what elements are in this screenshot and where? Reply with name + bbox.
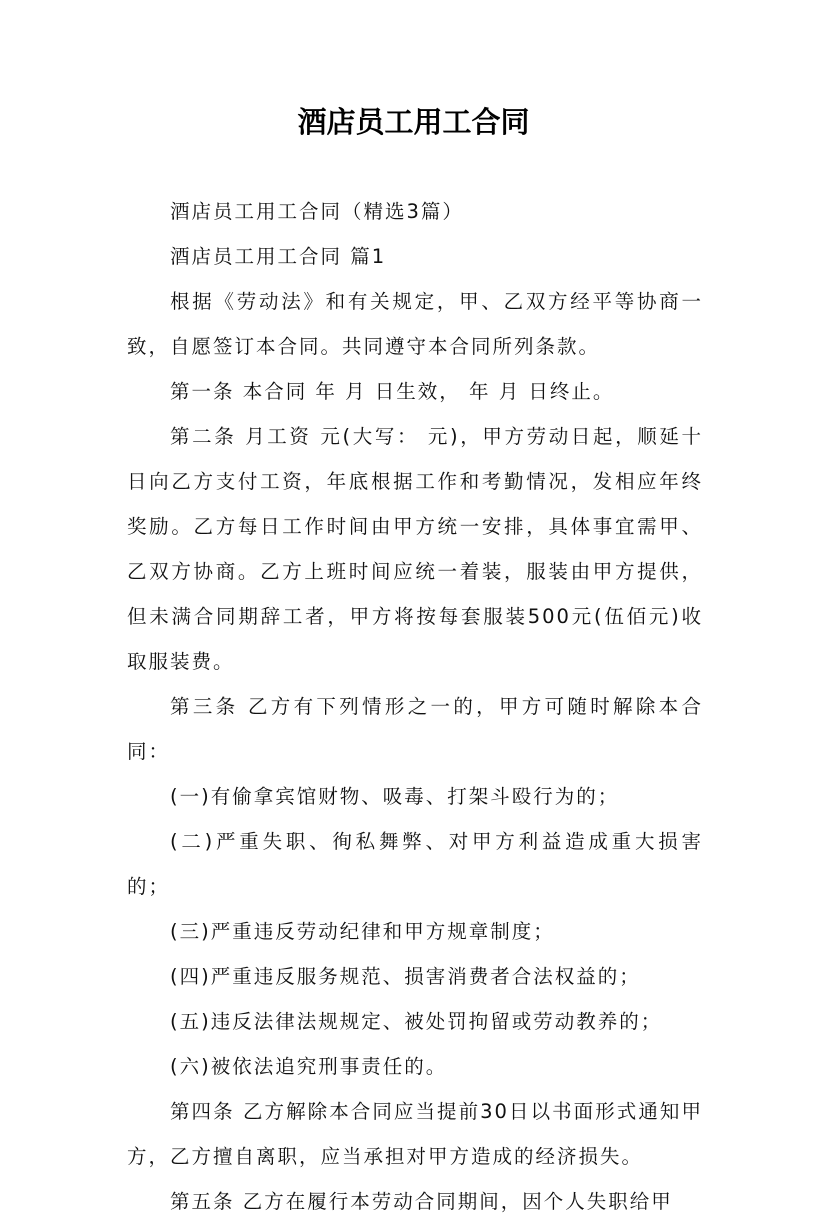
list-item-1: (一)有偷拿宾馆财物、吸毒、打架斗殴行为的；	[170, 785, 620, 808]
paragraph-article-3: 第三条 乙方有下列情形之一的，甲方可随时解除本合同：	[127, 695, 703, 763]
list-item-4: (四)严重违反服务规范、损害消费者合法权益的；	[170, 965, 641, 988]
paragraph-article-4: 第四条 乙方解除本合同应当提前30日以书面形式通知甲方，乙方擅自离职，应当承担对甲方造成的经济损失。	[127, 1100, 703, 1168]
list-item-5: (五)违反法律法规规定、被处罚拘留或劳动教养的；	[170, 1010, 663, 1033]
paragraph-article-2: 第二条 月工资 元(大写： 元)，甲方劳动日起，顺延十日向乙方支付工资，年底根据工作和考勤情况，发相应年终奖励。乙方每日工作时间由甲方统一安排，具体事宜需甲、乙双方协商。乙方上班时间应统一着装，服装由甲方提供，但未满合同期辞工者，甲方将按每套服装500元(伍佰元)收取服装费。	[127, 425, 703, 673]
paragraph-subtitle: 酒店员工用工合同（精选3篇）	[170, 200, 464, 223]
list-item-2: (二)严重失职、徇私舞弊、对甲方利益造成重大损害的；	[127, 830, 703, 898]
document-title: 酒店员工用工合同	[297, 105, 530, 139]
list-item-6: (六)被依法追究刑事责任的。	[170, 1055, 448, 1078]
paragraph-section-heading: 酒店员工用工合同 篇1	[170, 245, 387, 268]
list-item-3: (三)严重违反劳动纪律和甲方规章制度；	[170, 920, 555, 943]
paragraph-article-5: 第五条 乙方在履行本劳动合同期间，因个人失职给甲	[170, 1190, 673, 1213]
paragraph-article-1: 第一条 本合同 年 月 日生效， 年 月 日终止。	[170, 380, 615, 403]
document-body	[127, 189, 703, 1224]
paragraph-preamble: 根据《劳动法》和有关规定，甲、乙双方经平等协商一致，自愿签订本合同。共同遵守本合同所列条款。	[127, 290, 703, 358]
